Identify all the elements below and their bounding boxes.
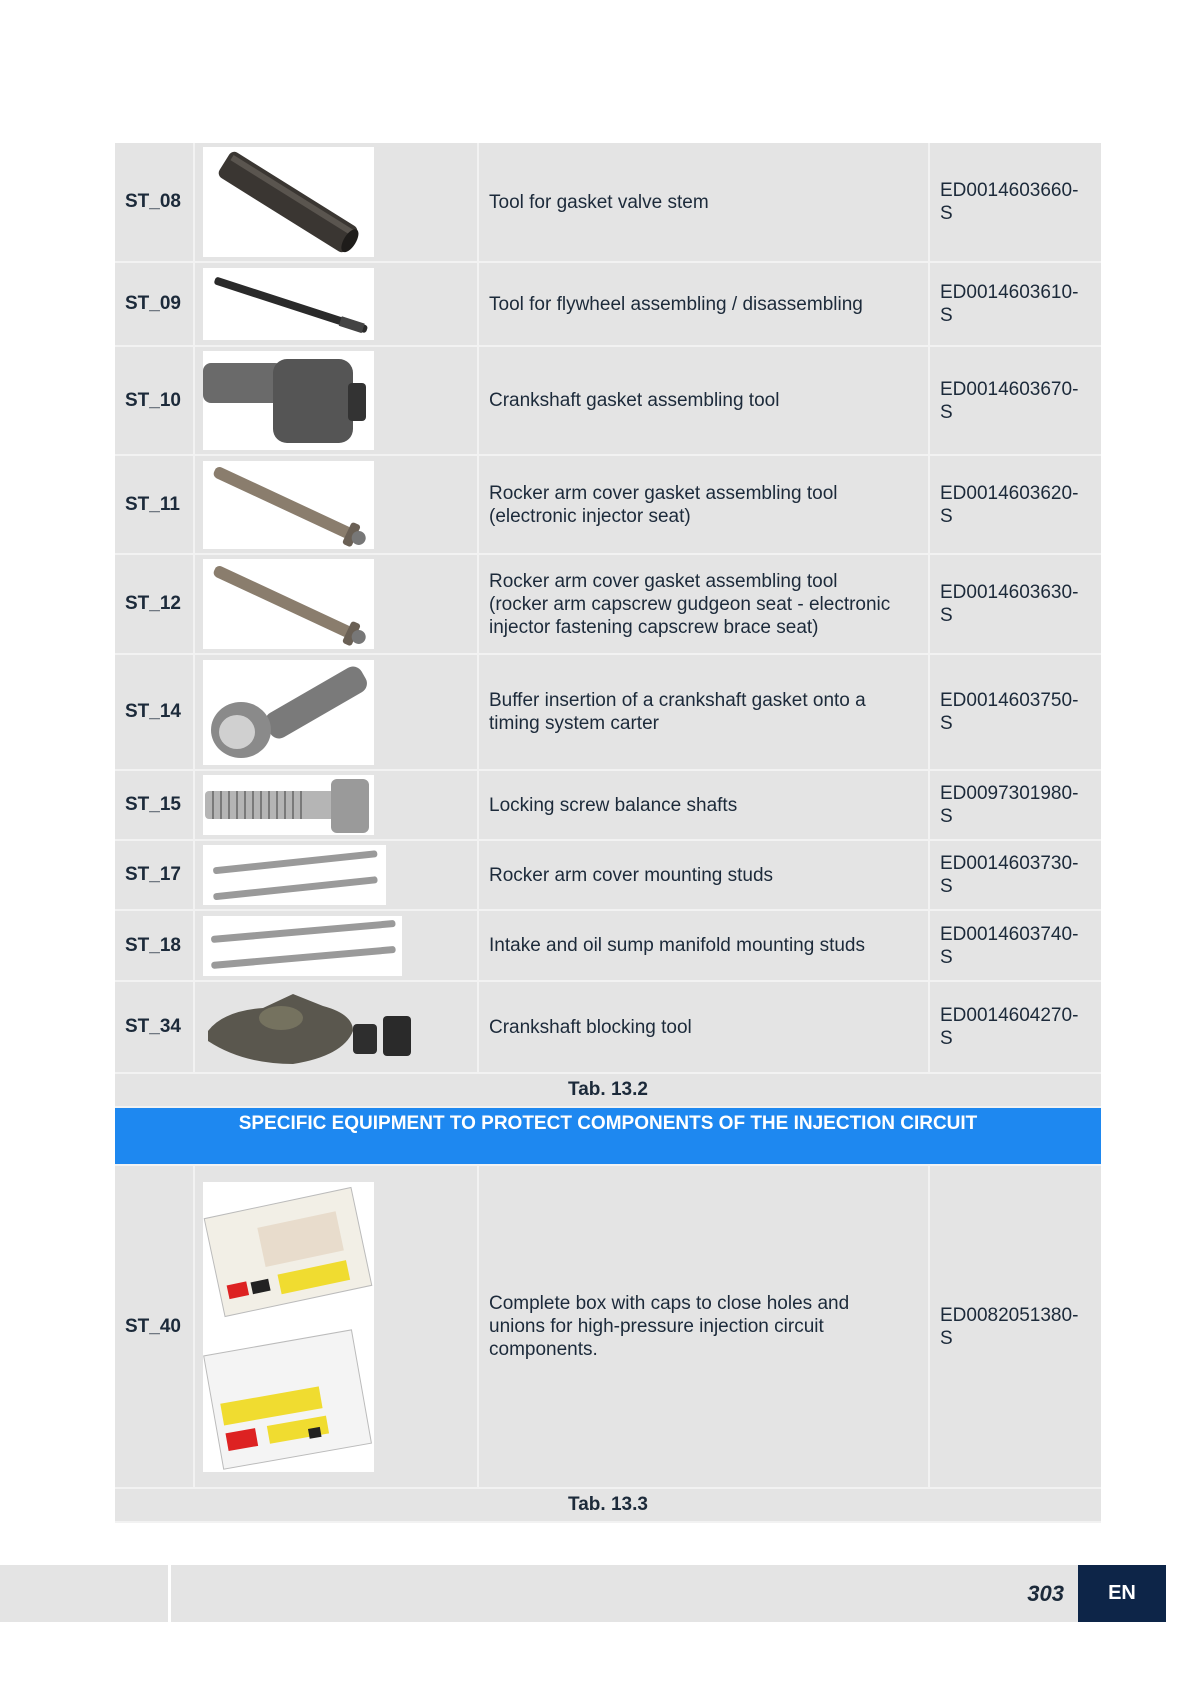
page-number: 303 xyxy=(1027,1581,1064,1606)
tool-image-cell xyxy=(195,263,479,345)
buffer-insertion-tool-icon xyxy=(203,660,374,765)
tool-image-cell xyxy=(195,1166,479,1487)
part-number: ED0014603740-S xyxy=(940,923,1079,968)
mounting-studs-icon xyxy=(203,845,386,905)
tool-description: Crankshaft blocking tool xyxy=(479,982,930,1072)
part-number: ED0082051380-S xyxy=(940,1304,1079,1349)
tool-code: ST_17 xyxy=(115,841,195,909)
tool-code: ST_11 xyxy=(115,456,195,553)
tool-description: Buffer insertion of a crankshaft gasket onto a timing system carter xyxy=(479,655,930,769)
tool-code: ST_10 xyxy=(115,347,195,454)
tool-description: Tool for flywheel assembling / disassembling xyxy=(479,263,930,345)
crankshaft-gasket-tool-icon xyxy=(203,351,374,450)
tool-code: ST_34 xyxy=(115,982,195,1072)
tool-description: Rocker arm cover gasket assembling tool (rocker arm capscrew gudgeon seat - electronic injector fastening capscrew brace seat) xyxy=(479,555,930,653)
rocker-cover-tool-icon xyxy=(203,559,374,649)
footer-divider xyxy=(168,1565,171,1622)
tool-code: ST_40 xyxy=(115,1166,195,1487)
table-row xyxy=(115,982,1101,1074)
part-number: ED0014603670-S xyxy=(940,378,1079,423)
tool-description: Complete box with caps to close holes and unions for high-pressure injection circuit components. xyxy=(479,1166,930,1487)
mounting-studs-icon xyxy=(203,916,402,976)
tool-image-cell xyxy=(195,347,479,454)
part-number: ED0097301980-S xyxy=(940,783,1079,827)
table-row xyxy=(115,655,1101,771)
tool-image-cell xyxy=(195,655,479,769)
tool-description: Locking screw balance shafts xyxy=(479,771,930,839)
locking-screw-icon xyxy=(203,775,374,835)
tool-description: Crankshaft gasket assembling tool xyxy=(479,347,930,454)
tool-code: ST_14 xyxy=(115,655,195,769)
page-footer xyxy=(0,1565,1166,1622)
caps-box-icon xyxy=(203,1182,374,1472)
tools-table xyxy=(115,143,1101,1523)
table-caption: Tab. 13.2 xyxy=(115,1074,1101,1108)
tool-code: ST_15 xyxy=(115,771,195,839)
tool-description: Rocker arm cover gasket assembling tool (electronic injector seat) xyxy=(479,456,930,553)
part-number: ED0014603620-S xyxy=(940,482,1079,527)
tool-code: ST_18 xyxy=(115,911,195,980)
table-row xyxy=(115,911,1101,982)
section-header: SPECIFIC EQUIPMENT TO PROTECT COMPONENTS OF THE INJECTION CIRCUIT xyxy=(115,1108,1101,1164)
part-number: ED0014603630-S xyxy=(940,582,1079,626)
part-number: ED0014603750-S xyxy=(940,690,1079,734)
tool-description: Intake and oil sump manifold mounting studs xyxy=(479,911,930,980)
table-row xyxy=(115,143,1101,263)
tool-description: Rocker arm cover mounting studs xyxy=(479,841,930,909)
tool-code: ST_12 xyxy=(115,555,195,653)
gasket-valve-stem-tool-icon xyxy=(203,147,374,257)
tool-image-cell xyxy=(195,771,479,839)
tool-code: ST_09 xyxy=(115,263,195,345)
part-number: ED0014603730-S xyxy=(940,853,1079,897)
tool-image-cell xyxy=(195,456,479,553)
tool-image-cell xyxy=(195,841,479,909)
tool-image-cell xyxy=(195,555,479,653)
table-caption: Tab. 13.3 xyxy=(115,1489,1101,1523)
part-number: ED0014604270-S xyxy=(940,1005,1079,1049)
rocker-cover-tool-icon xyxy=(203,461,374,549)
tool-image-cell xyxy=(195,982,479,1072)
tool-image-cell xyxy=(195,143,479,261)
tool-description: Tool for gasket valve stem xyxy=(479,143,930,261)
tool-code: ST_08 xyxy=(115,143,195,261)
tool-image-cell xyxy=(195,911,479,980)
table-row xyxy=(115,771,1101,841)
flywheel-tool-icon xyxy=(203,268,374,340)
language-badge: EN xyxy=(1078,1565,1166,1622)
table-row xyxy=(115,456,1101,555)
table-row xyxy=(115,841,1101,911)
table-row xyxy=(115,263,1101,347)
table-row xyxy=(115,555,1101,655)
part-number: ED0014603660-S xyxy=(940,180,1079,224)
table-row xyxy=(115,347,1101,456)
part-number: ED0014603610-S xyxy=(940,282,1079,326)
crankshaft-blocking-tool-icon xyxy=(203,986,443,1068)
table-row xyxy=(115,1164,1101,1489)
